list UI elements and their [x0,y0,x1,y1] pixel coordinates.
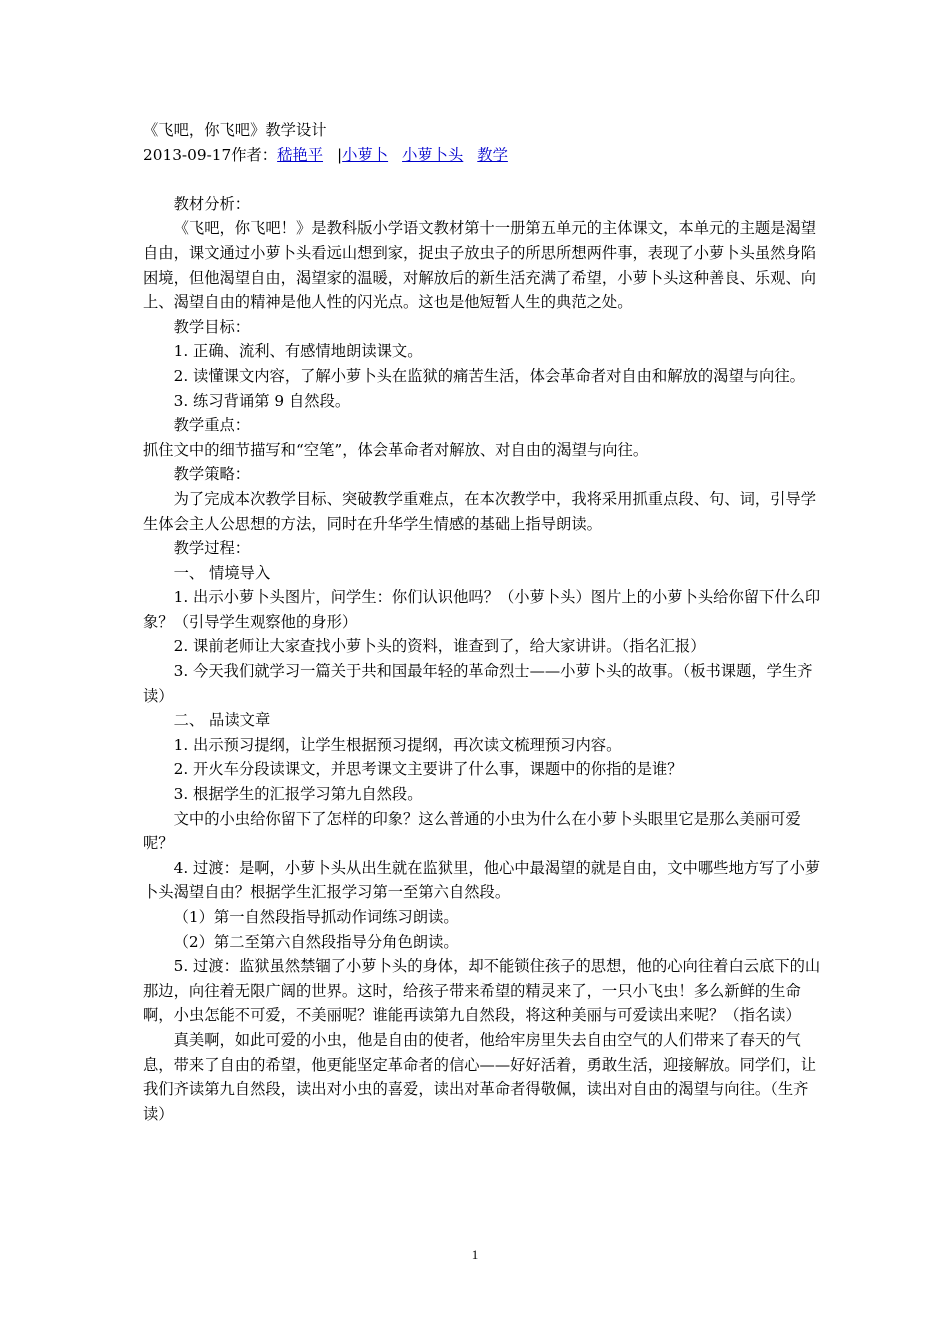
document-title: 《飞吧，你飞吧》教学设计 [143,121,327,139]
section-heading: 教学过程： [173,539,251,558]
list-item: 5. 过渡：监狱虽然禁锢了小萝卜头的身体，却不能锁住孩子的思想，他的心向往着白云底下的山那边，向往着无限广阔的世界。这时，给孩子带来希望的精灵来了，一只小飞虫！多么新鲜的生命啊，小虫怎能不可爱，不美丽呢？谁能再读第九自然段，将这种美丽与可爱读出来呢？（指名读） [143,957,821,1025]
author-label: 作者： [231,145,278,164]
paragraph: 《飞吧，你飞吧！》是教科版小学语文教材第十一册第五单元的主体课文，本单元的主题是渴望自由，课文通过小萝卜头看远山想到家，捉虫子放虫子的所思所想两件事，表现了小萝卜头虽然身陷困境，但他渴望自由，渴望家的温暖，对解放后的新生活充满了希望，小萝卜头这种善良、乐观、向上、渴望自由的精神是他人性的闪光点。这也是他短暂人生的典范之处。 [143,219,817,312]
list-item: 1. 出示小萝卜头图片，问学生：你们认识他吗？（小萝卜头）图片上的小萝卜头给你留下什么印象？（引导学生观察他的身形） [143,588,821,631]
paragraph: 真美啊，如此可爱的小虫，他是自由的使者，他给牢房里失去自由空气的人们带来了春天的气息，带来了自由的希望，他更能坚定革命者的信心——好好活着，勇敢生活，迎接解放。同学们，让我们齐读第九自然段，读出对小虫的喜爱，读出对革命者得敬佩，读出对自由的渴望与向往。（生齐读） [143,1030,817,1123]
section-heading: 教学重点： [173,416,251,435]
section-heading: 教学目标： [173,317,251,336]
publish-date: 2013-09-17 [143,145,232,164]
list-item: 4. 过渡：是啊，小萝卜头从出生就在监狱里，他心中最渴望的就是自由，文中哪些地方写了小萝卜头渴望自由？根据学生汇报学习第一至第六自然段。 [143,858,821,902]
document-page [143,118,823,1126]
tag-link[interactable]: 小萝卜头 [402,145,464,164]
tag-link[interactable]: 教学 [477,145,508,164]
list-item: （1）第一自然段指导抓动作词练习朗读。 [173,908,459,926]
list-item: （2）第二至第六自然段指导分角色朗读。 [173,932,459,951]
list-item: 2. 读懂课文内容，了解小萝卜头在监狱的痛苦生活，体会革命者对自由和解放的渴望与向往。 [173,366,805,385]
list-item: 3. 练习背诵第 9 自然段。 [173,391,351,410]
document-meta [143,143,823,168]
list-item: 3. 根据学生的汇报学习第九自然段。 [173,785,423,804]
paragraph: 抓住文中的细节描写和“空笔”，体会革命者对解放、对自由的渴望与向往。 [143,440,649,459]
list-item: 2. 开火车分段读课文，并思考课文主要讲了什么事，课题中的你指的是谁？ [173,760,683,779]
list-item: 1. 正确、流利、有感情地朗读课文。 [173,342,423,361]
tag-separator: | [337,145,343,164]
list-item: 1. 出示预习提纲，让学生根据预习提纲，再次读文梳理预习内容。 [173,735,622,754]
subsection-heading: 一、 情境导入 [173,563,271,582]
section-heading: 教学策略： [173,465,251,484]
page-number: 1 [471,1247,479,1262]
paragraph: 文中的小虫给你留下了怎样的印象？这么普通的小虫为什么在小萝卜头眼里它是那么美丽可爱呢？ [143,809,801,853]
list-item: 3. 今天我们就学习一篇关于共和国最年轻的革命烈士——小萝卜头的故事。（板书课题，学生齐读） [143,662,813,705]
subsection-heading: 二、 品读文章 [173,711,271,730]
author-link[interactable]: 嵇艳平 [277,145,324,164]
list-item: 2. 课前老师让大家查找小萝卜头的资料，谁查到了，给大家讲讲。（指名汇报） [173,637,706,656]
tag-link[interactable]: 小萝卜 [342,145,389,164]
paragraph: 为了完成本次教学目标、突破教学重难点，在本次教学中，我将采用抓重点段、句、词，引导学生体会主人公思想的方法，同时在升华学生情感的基础上指导朗读。 [143,489,817,533]
section-heading: 教材分析： [173,194,251,213]
